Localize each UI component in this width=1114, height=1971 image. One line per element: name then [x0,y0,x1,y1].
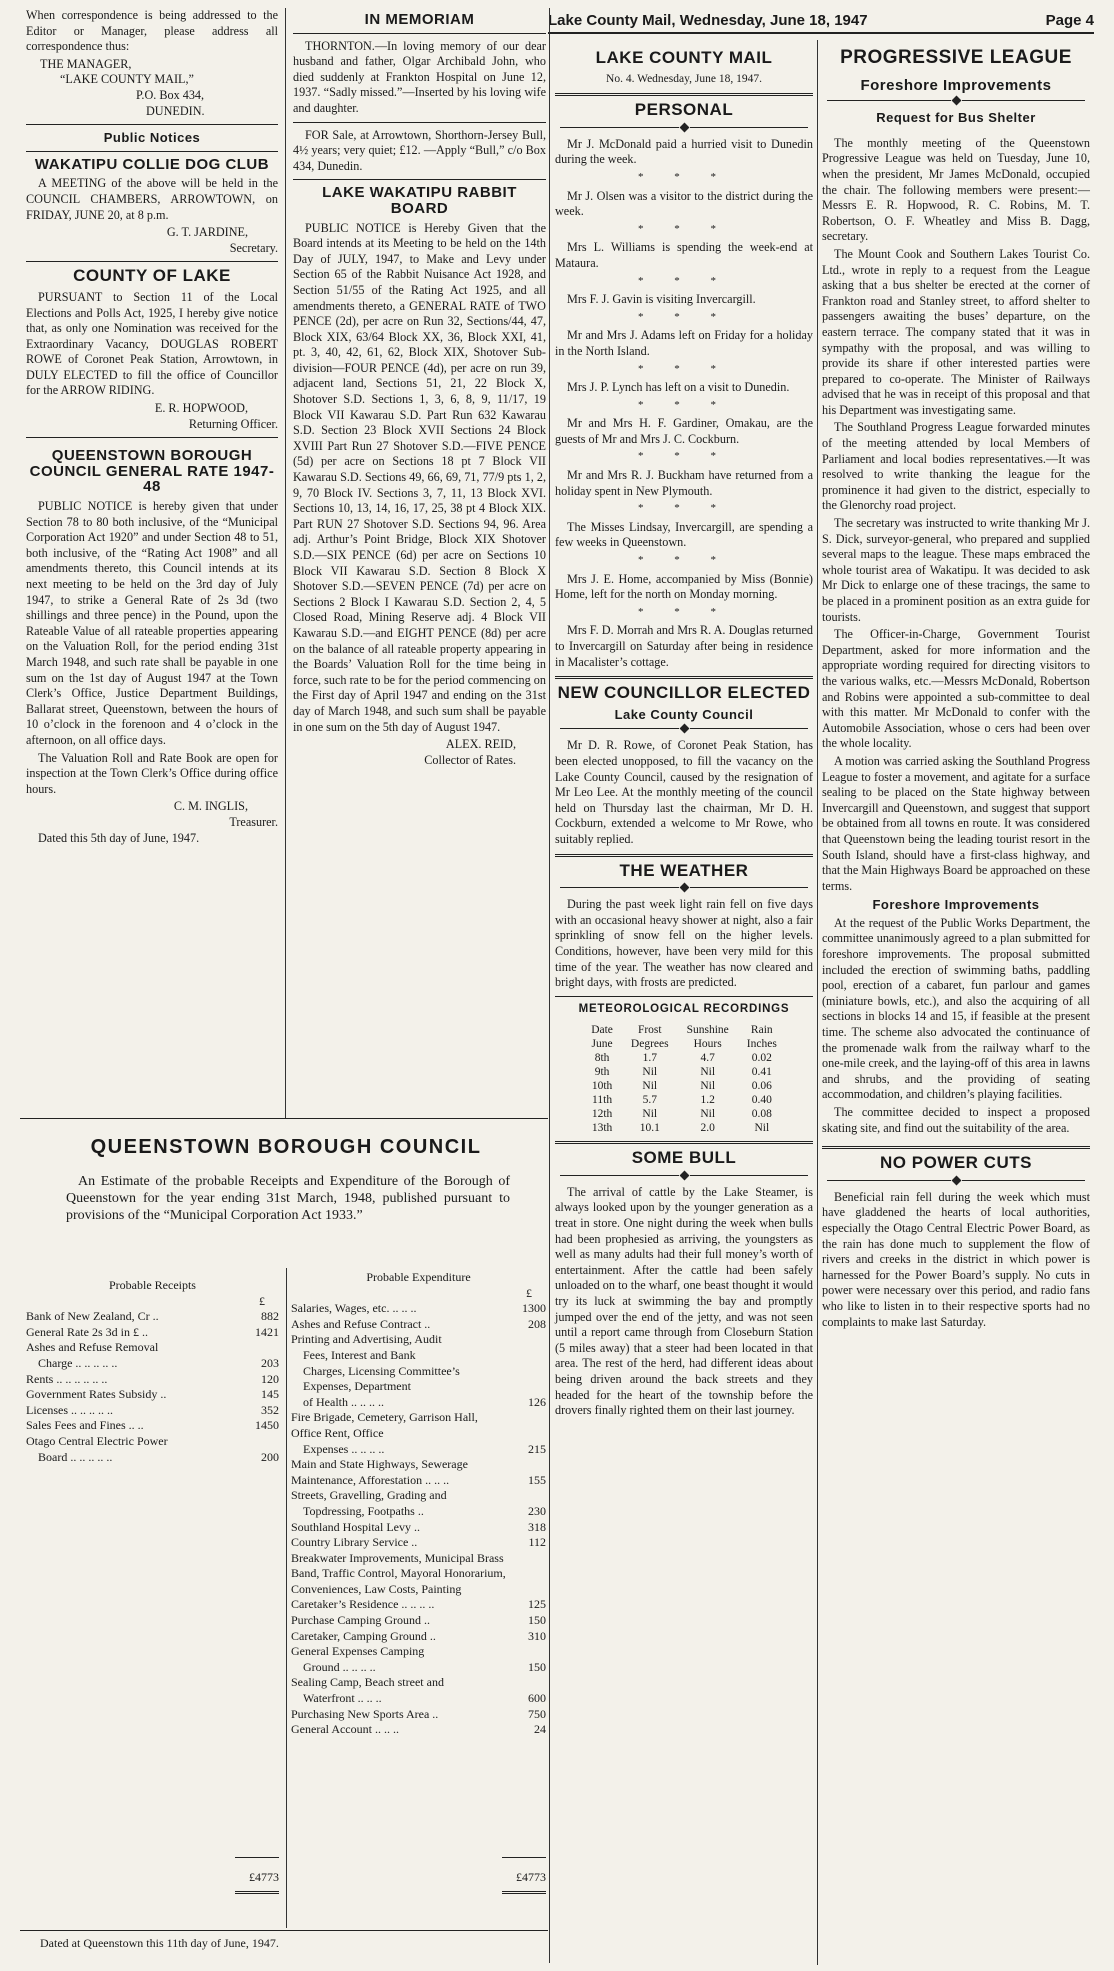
estimate-item-value: 1300 [522,1301,546,1316]
met-cell: 5.7 [642,1094,657,1107]
met-column-header: Rain [750,1024,773,1037]
estimate-row [291,1520,546,1536]
estimate-item-value: 125 [528,1597,546,1612]
estimate-row [26,1340,279,1356]
met-row [582,1107,786,1121]
ornament [555,1172,813,1179]
weather-body: During the past week light rain fell on five days with an occasional heavy shower at night, also a fair sprinkling of snow fell on the higher levels. Conditions, however, have been very mild for this time of the year. The weather has now cleared and bright days, with frosts are predicted. [555,897,813,990]
in-memoriam-title: IN MEMORIAM [364,11,475,28]
met-cell: 8th [594,1052,610,1065]
personal-item: Mrs F. D. Morrah and Mrs R. A. Douglas returned to Invercargill on Saturday after being in residence in Macalister’s cottage. [555,623,813,669]
masthead [548,12,1094,34]
estimate-item-value: 230 [528,1503,546,1518]
met-cell: 13th [591,1122,613,1135]
address-line: “LAKE COUNTY MAIL,” [60,72,194,87]
issue-line: No. 4. Wednesday, June 18, 1947. [606,72,762,85]
star-separator: * * * [638,310,730,323]
ornament [822,97,1090,104]
met-row [582,1093,786,1107]
personal-item: The Misses Lindsay, Invercargill, are spending a few weeks in Queenstown. [555,519,813,550]
estimate-item-label: Southland Hospital Levy .. [291,1519,420,1534]
estimate-item-label: Purchasing New Sports Area .. [291,1706,439,1721]
estimate-item-value: 208 [528,1316,546,1331]
councillor-heading: NEW COUNCILLOR ELECTED [557,683,811,703]
power-body: Beneficial rain fell during the week which must have gladdened the hearts of local authorities, especially the Otago Central Electric Power Board, as the rain has done much to supplement the flow of rivers and creeks in the district in which power is harnessed for the Power Board’s supply. No cuts in power were necessary over this period, and radio fans who like to listen in to their respective sports had no complaints to make last Saturday. [822,1189,1090,1329]
councillor-subheading: Lake County Council [614,706,754,722]
estimate-item-value: 1421 [255,1324,279,1339]
rabbit-board-title: LAKE WAKATIPU RABBIT BOARD [322,184,517,217]
estimate-item-label: of Health .. .. .. .. [303,1394,384,1409]
estimate-item-label: Ashes and Refuse Removal [26,1340,159,1355]
met-cell: 10th [591,1080,613,1093]
estimate-row [291,1535,546,1551]
met-heading: METEOROLOGICAL RECORDINGS [578,1002,790,1015]
currency-symbol: £ [526,1285,532,1300]
met-cell: 0.41 [751,1066,772,1079]
met-cell: 0.02 [751,1052,772,1065]
estimate-item-value: 352 [261,1402,279,1417]
receipts-total: £4773 [249,1870,279,1884]
estimate-row [291,1613,546,1629]
address-line: THE MANAGER, [40,56,132,71]
league-paragraph: The Southland Progress League forwarded minutes of the meeting attended by local Members of Parliament and local bodies representatives.—It was resolved to write thanking the league for the prominence it had given to the district, especially to the Glenorchy road project. [822,420,1090,513]
estimate-row [291,1348,546,1364]
general-rate-title: QUEENSTOWN BOROUGH COUNCIL GENERAL RATE 1947-48 [29,447,275,496]
estimate-intro: An Estimate of the probable Receipts and Expenditure of the Borough of Queenstown for the year ending 31st March, 1948, published pursuant to provisions of the “Municipal Corporation Act 1933.” [66,1174,510,1223]
signature: E. R. HOPWOOD, [154,401,248,416]
general-rate-body-2: The Valuation Roll and Rate Book are open for inspection at the Town Clerk’s Office during office hours. [26,750,278,796]
met-cell: 10.1 [639,1122,660,1135]
league-subheading-1: Foreshore Improvements [860,76,1052,94]
estimate-item-label: Fees, Interest and Bank [303,1347,416,1362]
personal-item: Mrs L. Williams is spending the week-end at Mataura. [555,240,813,270]
estimate-row [291,1410,546,1441]
signature: C. M. INGLIS, [173,799,248,814]
star-separator: * * * [638,450,730,463]
estimate-row [26,1434,279,1450]
estimate-item-label: Ashes and Refuse Contract .. [291,1316,431,1331]
estimate-item-value: 150 [528,1613,546,1628]
personal-item: Mrs J. E. Home, accompanied by Miss (Bonnie) Home, left for the north on Monday morning. [555,571,813,602]
estimate-item-label: General Expenses Camping [291,1644,425,1659]
ornament [555,124,813,131]
estimate-item-value: 112 [528,1535,546,1550]
column-rule [285,8,286,1118]
league-paragraph: The monthly meeting of the Queenstown Progressive League was held on Tuesday, June 10, when the president, Mr James McDonald, occupied the chair. The following members were present:—Messrs E. R. Hopwood, R. C. Robins, M. T. Robertson, O. F. Wheatley and Miss B. Dagg, secretary. [822,135,1090,244]
estimate-item-label: Streets, Gravelling, Grading and [291,1488,447,1503]
skating-body: The committee decided to inspect a proposed skating site, and find out the suitability of the area. [822,1105,1090,1135]
star-separator: * * * [638,605,730,618]
met-column-unit: June [591,1038,613,1051]
estimate-item-value: 203 [261,1355,279,1370]
public-notices-heading: Public Notices [103,130,201,146]
personal-item: Mrs J. P. Lynch has left on a visit to Dunedin. [567,380,790,395]
estimate-item-value: 318 [528,1519,546,1534]
star-separator: * * * [638,502,730,515]
estimate-item-label: Charge .. .. .. .. .. [38,1355,118,1370]
estimate-item-label: Breakwater Improvements, Municipal Brass Band, Traffic Control, Mayoral Honorarium, Conveniences, Law Costs, Painting Caretaker’s Residence .. .. .. .. [291,1550,506,1612]
personal-item: Mr J. Olsen was a visitor to the district during the week. [555,188,813,219]
league-title: PROGRESSIVE LEAGUE [840,47,1072,68]
estimate-item-label: Waterfront .. .. .. [303,1691,382,1706]
estimate-item-value: 155 [528,1472,546,1487]
estimate-row [291,1364,546,1395]
collie-club-body: A MEETING of the above will be held in the COUNCIL CHAMBERS, ARROWTOWN, on FRIDAY, JUNE 20, at 8 p.m. [26,176,278,222]
foreshore-body: At the request of the Public Works Department, the committee unanimously agreed to a plan submitted for foreshore improvements. The proposal submitted included the erection of swimming baths, paddling pool, erection of a cabaret, fun parlour and games (miniature bowls, etc.), and also the acquiring of all sections in blocks 14 and 15, if feasible at the present time. The scheme also advocated the continuance of the promenade walk from the railway wharf to the one-mile creek, and the laying-off of this area in lawns and shrubs, and the providing of seating accommodation, and children’s playing facilities. [822,915,1090,1102]
estimate-item-label: Fire Brigade, Cemetery, Garrison Hall, Office Rent, Office [291,1410,478,1440]
estimate-row [291,1551,546,1613]
estimate-row [291,1332,546,1348]
estimate-row [291,1691,546,1707]
expenditure-list [291,1301,546,1738]
met-cell: 9th [594,1066,610,1079]
met-row [582,1121,786,1135]
estimate-item-label: Expenses .. .. .. .. [303,1441,385,1456]
general-rate-body: PUBLIC NOTICE is hereby given that under Section 78 to 80 both inclusive, of the “Municipal Corporation Act 1920” and under Section 48 to 51, both inclusive, of the “Rating Act 1908” and all amendments thereto, this Council intends at its next meeting to be held on the 3rd day of July 1947, to strike a General Rate of 2s 3d (two shillings and three pence) in the Pound, upon the Rateable Value of all rateable properties appearing on the Valuation Roll, for the period ending 31st March 1948, and such rate shall be payable in one sum on the 1st day of August 1947 at the Town Clerk’s Office, Justice Department Buildings, Ballarat street, Queenstown, between the hours of 10 o’clock in the forenoon and 4 o’clock in the afternoon, on all office days. [26,499,278,747]
estimate-section [26,1130,546,1226]
expenditure-heading: Probable Expenditure [366,1270,471,1284]
in-memoriam-body: THORNTON.—In loving memory of our dear husband and father, Olgar Archibald John, who died suddenly at Frankton Hospital on June 12, 1937. “Sadly missed.”—Inserted by his loving wife and daughter. [293,38,546,115]
address-line: P.O. Box 434, [136,87,205,102]
signature-role: Collector of Rates. [424,752,516,767]
column-rule [549,8,550,1963]
league-paragraph: The secretary was instructed to write thanking Mr J. S. Dick, surveyor-general, who prepared and supplied several maps to the league. These maps embraced the whole tourist area of Wakatipu. It was decided to ask Mr Dick to enlarge one of these tracings, the same to be placed in a prominent position as an extra guide for tourists. [822,516,1090,624]
met-column-header: Sunshine [686,1024,729,1037]
estimate-item-label: Purchase Camping Ground .. [291,1613,430,1628]
met-row [582,1065,786,1079]
ornament [555,725,813,732]
estimate-item-label: Sealing Camp, Beach street and [291,1675,444,1690]
estimate-item-label: Printing and Advertising, Audit [291,1332,442,1347]
estimate-item-value: 120 [261,1371,279,1386]
estimate-row [26,1387,279,1403]
column-rule [817,40,818,1965]
estimate-item-label: General Account .. .. .. [291,1722,399,1737]
receipts-heading: Probable Receipts [109,1278,196,1292]
paper-title: LAKE COUNTY MAIL [595,48,773,67]
met-cell: 0.08 [751,1108,772,1121]
expenditure-column [291,1270,546,1884]
met-column-header: Date [591,1024,613,1037]
estimate-item-value: 310 [528,1628,546,1643]
personal-item: Mr and Mrs R. J. Buckham have returned from a holiday spent in New Plymouth. [555,468,813,498]
estimate-row [26,1325,279,1341]
estimate-item-value: 126 [528,1394,546,1409]
signature-role: Secretary. [229,240,278,255]
bull-body: The arrival of cattle by the Lake Steamer, is always looked upon by the younger generation as a treat in store. One night during the week when bulls had been prophesied as arriving, the youngsters as well as many adults had their full money’s worth of entertainment. After the cattle had been safely unloaded on to the wharf, one beast thought it would try its luck at swimming the bay and promptly jumped over the end of the jetty, and was not seen until a report came through from Closeburn Station (5 miles away) that a steer had been located in that area. The rest of the herd, had different ideas about being driven around the back streets and they headed for the heart of the township before the drovers finally righted them on their last journey. [555,1184,813,1418]
column-1 [26,8,278,846]
estimate-row [26,1403,279,1419]
estimate-row [291,1395,546,1411]
met-row [582,1079,786,1093]
estimate-item-label: Licenses .. .. .. .. .. [26,1402,113,1417]
met-cell: 0.40 [751,1094,772,1107]
estimate-item-label: Country Library Service .. [291,1535,418,1550]
estimate-item-label: Bank of New Zealand, Cr .. [26,1309,159,1324]
met-cell: Nil [642,1080,658,1093]
county-notice-body: PURSUANT to Section 11 of the Local Elections and Polls Act, 1925, I hereby give notice that, as only one Nomination was received for the Extraordinary Vacancy, DOUGLAS ROBERT ROWE of Coronet Peak Station, Arrowtown, in DULY ELECTED to fill the office of Councillor for the ARROW RIDING. [26,289,278,398]
estimate-item-value: 600 [528,1691,546,1706]
foreshore-subheading: Foreshore Improvements [872,897,1040,913]
star-separator: * * * [638,222,730,235]
met-row [582,1051,786,1065]
column-4 [822,40,1090,1332]
estimate-item-value: 750 [528,1706,546,1721]
collie-club-title: WAKATIPU COLLIE DOG CLUB [34,155,270,173]
estimate-item-value: 24 [534,1722,546,1737]
league-paragraph: A motion was carried asking the Southland Progress League to foster a movement, and agitate for a surface sealing to be placed on the State highway between Invercargill and Queenstown, and suggest that support be obtained from all towns en route. It was considered that Queenstown being the leading tourist resort in the South Island, should have a first-class highway, and that the Main Highways Board be approached on these terms. [822,753,1090,893]
estimate-row [26,1450,279,1466]
met-cell: Nil [700,1066,716,1079]
star-separator: * * * [638,274,730,287]
page-number: Page 4 [1045,12,1094,29]
star-separator: * * * [638,362,730,375]
estimate-item-value: 200 [261,1449,279,1464]
met-cell: 1.2 [700,1094,715,1107]
estimate-row [291,1488,546,1504]
estimate-item-label: Sales Fees and Fines .. .. [26,1418,144,1433]
met-column-header: Frost [637,1024,662,1037]
met-cell: Nil [754,1122,770,1135]
estimate-row [291,1504,546,1520]
estimate-row [291,1317,546,1333]
star-separator: * * * [638,170,730,183]
estimate-row [291,1660,546,1676]
signature: ALEX. REID, [445,737,516,752]
estimate-row [291,1442,546,1458]
estimate-row [291,1675,546,1691]
estimate-item-label: Topdressing, Footpaths .. [303,1503,424,1518]
league-paragraphs [822,136,1090,895]
estimate-item-value: 882 [261,1309,279,1324]
estimate-item-label: General Rate 2s 3d in £ .. [26,1324,148,1339]
ornament [822,1177,1090,1184]
estimate-row [291,1457,546,1488]
estimate-dated: Dated at Queenstown this 11th day of June, 1947. [40,1936,279,1950]
receipts-column [26,1278,279,1884]
estimate-rule [286,1268,287,1928]
estimate-row [26,1418,279,1434]
estimate-item-label: Ground .. .. .. .. [303,1659,376,1674]
met-cell: 4.7 [700,1052,715,1065]
currency-symbol: £ [259,1293,265,1308]
estimate-row [26,1356,279,1372]
estimate-item-label: Rents .. .. .. .. .. .. [26,1371,108,1386]
councillor-body: Mr D. R. Rowe, of Coronet Peak Station, has been elected unopposed, to fill the vacancy on the Lake County Council, caused by the resignation of Mr Leo Lee. At the monthly meeting of the council held on Thursday last the chairman, Mr D. H. Cockburn, extended a welcome to Mr Rowe, who suitably replied. [555,738,813,846]
column-2 [293,8,546,768]
estimate-row [26,1309,279,1325]
estimate-item-label: Main and State Highways, Sewerage Maintenance, Afforestation .. .. .. [291,1457,468,1487]
estimate-item-label: Government Rates Subsidy .. [26,1387,167,1402]
expenditure-total: £4773 [516,1870,546,1884]
league-paragraph: The Officer-in-Charge, Government Tourist Department, asked for more information and the appropriate wording required for directing visitors to the various walks, etc.—Messrs McDonald, Robertson and Robins were appointed a sub-committee to deal with this matter. Mr McDonald to confer with the Automobile Association, whose o cers had been over the whole locality. [822,627,1090,751]
estimate-item-value: 150 [528,1659,546,1674]
estimate-item-label: Salaries, Wages, etc. .. .. .. [291,1301,417,1316]
signature-role: Returning Officer. [188,416,278,431]
met-cell: Nil [700,1108,716,1121]
signature-role: Treasurer. [229,814,278,829]
personal-heading: PERSONAL [634,100,734,120]
star-separator: * * * [638,554,730,567]
met-cell: 12th [591,1108,613,1121]
estimate-row [291,1629,546,1645]
met-column-unit: Inches [746,1038,777,1051]
estimate-row [291,1722,546,1738]
personal-list [555,137,813,670]
met-cell: Nil [642,1108,658,1121]
estimate-item-value: 215 [528,1441,546,1456]
personal-item: Mr and Mrs H. F. Gardiner, Omakau, are the guests of Mr and Mrs J. C. Cockburn. [555,416,813,446]
for-sale-notice: FOR Sale, at Arrowtown, Shorthorn-Jersey Bull, 4½ years; very quiet; £12. —Apply “Bull,” c/o Box 434, Dunedin. [293,127,546,173]
bull-heading: SOME BULL [631,1148,737,1168]
estimate-item-value: 145 [261,1387,279,1402]
rabbit-board-body: PUBLIC NOTICE is Hereby Given that the Board intends at its Meeting to be held on the 14th Day of JULY, 1947, to Make and Levy under Section 65 of the Rabbit Nuisance Act 1928, and Section 51/55 of the Rating Act 1925, and all amendments thereto, a GENERAL RATE of TWO PENCE (2d), per acre on Run 32, Sections/44, 47, Block XIX, 63/64 Block XX, 36, Block XXI, 41, pt. 3, 40, 42, 61, 62, Block XIX, Shotover Sub-division—FOUR PENCE (4d), per acre on run 39, adjacent land, Sections 51, 21, 22 Block X, Shotover S.D. Sections 1, 3, 6, 8, 9, 11/17, 19 Block VII Kawarau S.D. Part Run 632 Kawarau S.D. Section 23 Block XVII Sections 24 Block XVIII Part Run 27 Shotover S.D.—FIVE PENCE (5d) per acre on Sections 18 pt 7 Block VII Kawarau S.D. Sections 49, 66, 69, 71, 77/9 pts 1, 2, 9, 70 Block IV. Sections 3, 7, 11, 13 Block XVI. Sections 10, 13, 14, 16, 17, 25, 38 pt 4 Block XIX. Part RUN 27 Shotover S.D. Sections 94, 96. Area adj. Arthur’s Point Bridge, Block XIX Shotover S.D.—SIX PENCE (6d) per acre on Sections 10 Block VII Kawarau S.D. Section 8 Block X Shotover S.D.—SEVEN PENCE (7d) per acre on Sections 2 Block I Kawarau S.D. Section 2, 4, 5 Closed Road, Mining Reserve adj. 4 Block VII Kawarau S.D.—and EIGHT PENCE (8d) per acre on the balance of all rateable property appearing in the Boards’ Valuation Roll for the time being in force, such rate to be for the period commencing on the First day of April 1947 and ending on the 31st day of March 1948, and such sum shall be payable in one sum on the 5th day of August 1947. [293,220,546,734]
met-cell: 11th [592,1094,613,1107]
met-column-unit: Hours [693,1038,722,1051]
personal-item: Mrs F. J. Gavin is visiting Invercargill. [567,292,756,307]
estimate-row [291,1707,546,1723]
correspondence-text: When correspondence is being addressed to the Editor or Manager, please address all correspondence thus: [26,8,278,54]
league-subheading-2: Request for Bus Shelter [876,110,1036,126]
meteorological-table [582,1023,786,1135]
column-3 [555,40,813,1421]
estimate-item-label: Charges, Licensing Committee’s Expenses, Department [303,1363,460,1394]
ornament [555,884,813,891]
met-column-unit: Degrees [630,1038,669,1051]
personal-item: Mr J. McDonald paid a hurried visit to Dunedin during the week. [555,136,813,167]
met-cell: 0.06 [751,1080,772,1093]
county-of-lake-title: COUNTY OF LAKE [73,266,231,286]
estimate-item-value: 1450 [255,1418,279,1433]
masthead-title: Lake County Mail, Wednesday, June 18, 1947 [548,12,868,29]
receipts-list [26,1309,279,1465]
correspondence-notice [26,8,278,119]
estimate-row [26,1372,279,1388]
met-cell: Nil [700,1080,716,1093]
met-cell: Nil [642,1066,658,1079]
estimate-item-label: Board .. .. .. .. .. [38,1449,113,1464]
estimate-item-label: Caretaker, Camping Ground .. [291,1628,436,1643]
weather-heading: THE WEATHER [619,860,749,880]
estimate-row [291,1644,546,1660]
estimate-title: QUEENSTOWN BOROUGH COUNCIL [90,1136,482,1158]
met-cell: 2.0 [700,1122,715,1135]
signature: G. T. JARDINE, [166,225,248,240]
met-cell: 1.7 [642,1052,657,1065]
estimate-item-label: Otago Central Electric Power [26,1433,168,1448]
star-separator: * * * [638,398,730,411]
dated-line: Dated this 5th day of June, 1947. [38,830,200,845]
personal-item: Mr and Mrs J. Adams left on Friday for a holiday in the North Island. [555,328,813,358]
address-line: DUNEDIN. [146,103,205,118]
league-paragraph: The Mount Cook and Southern Lakes Tourist Co. Ltd., wrote in reply to a request from the League asking that a bus shelter be erected at the corner of Frankton road and Stanley street, to afford shelter to passengers awaiting the buses’ departure, on the eastern terrace. The company stated that it was in sympathy with the proposal, and was willing to provide its share if other interested parties were prepared to co-operate. The Minister of Railways advised that he was in receipt of this proposal and that his Department was investigating same. [822,246,1090,417]
power-heading: NO POWER CUTS [880,1153,1032,1173]
estimate-row [291,1301,546,1317]
